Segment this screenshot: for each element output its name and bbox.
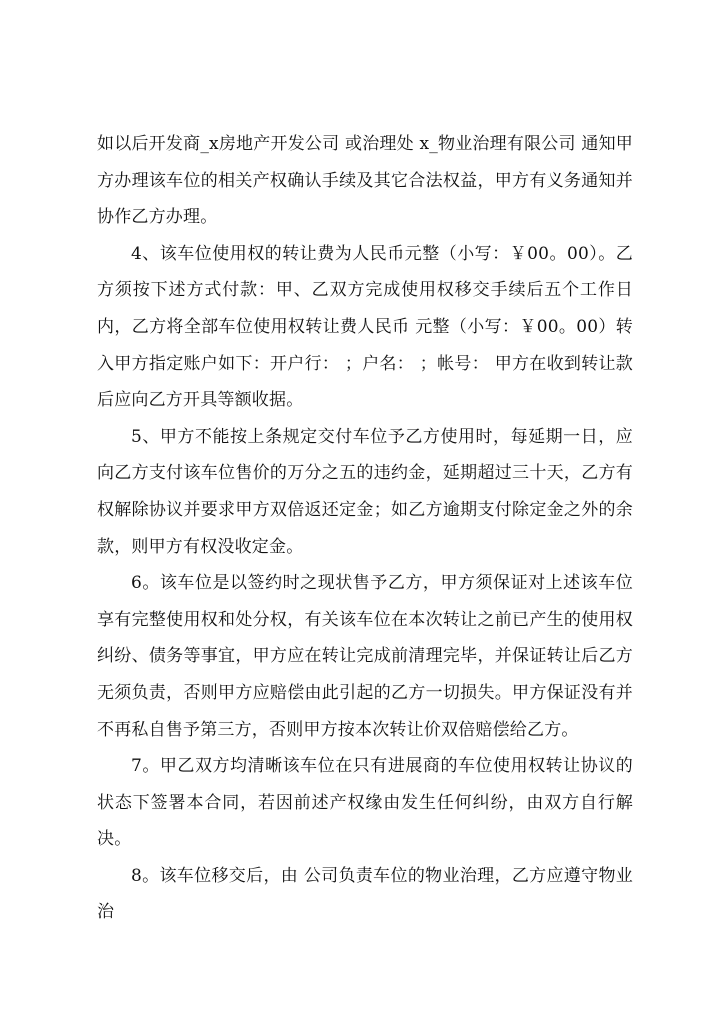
paragraph-continuation: 如以后开发商_x房地产开发公司 或治理处 x_物业治理有限公司 通知甲方办理该车位的相关产权确认手续及其它合法权益，甲方有义务通知并协作乙方办理。 [97,134,633,228]
document-body [97,126,633,931]
paragraph-clause-5: 5、甲方不能按上条规定交付车位予乙方使用时，每延期一日，应向乙方支付该车位售价的万分之五的违约金，延期超过三十天，乙方有权解除协议并要求甲方双倍返还定金；如乙方逾期支付除定金之外的余款，则甲方有权没收定金。 [97,426,633,557]
paragraph-clause-8: 8。该车位移交后，由 公司负责车位的物业治理，乙方应遵守物业治 [97,865,633,923]
paragraph-clause-6: 6。该车位是以签约时之现状售予乙方，甲方须保证对上述该车位享有完整使用权和处分权，有关该车位在本次转让之前已产生的使用权纠纷、债务等事宜，甲方应在转让完成前清理完毕，并保证转让后乙方无须负责，否则甲方应赔偿由此引起的乙方一切损失。甲方保证没有并不再私自售予第三方，否则甲方按本次转让价双倍赔偿给乙方。 [97,573,633,740]
paragraph-clause-7: 7。甲乙双方均清晰该车位在只有进展商的车位使用权转让协议的状态下签署本合同，若因前述产权缘由发生任何纠纷，由双方自行解决。 [97,756,633,850]
paragraph-clause-4: 4、该车位使用权的转让费为人民币元整（小写：￥00。00）。乙方须按下述方式付款：甲、乙双方完成使用权移交手续后五个工作日内，乙方将全部车位使用权转让费人民币 元整（小写：￥00。00）转入甲方指定账户如下：开户行： ；户名： ；帐号： 甲方在收到转让款后应向乙方开具等额收据。 [97,243,633,411]
